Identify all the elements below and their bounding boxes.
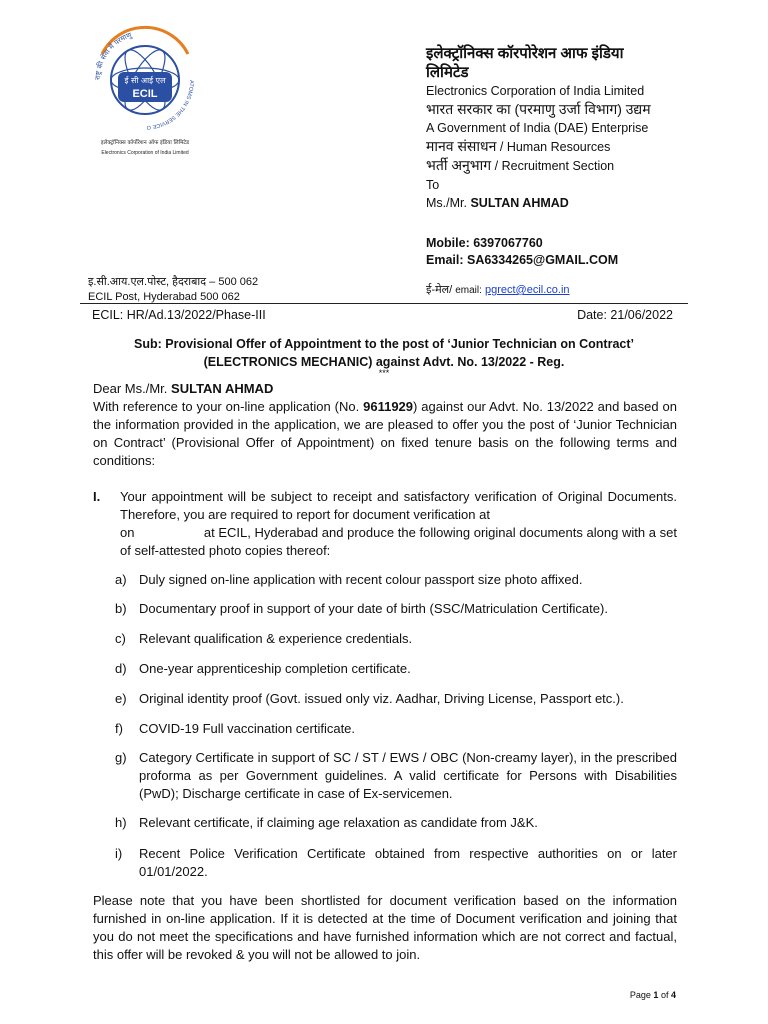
list-item-letter: d): [115, 661, 127, 676]
closing-note: Please note that you have been shortlisted for document verification based on the information furnished in on-line application. If it is detected at the time of Document verification and joining that you do not meet the specifications and have furnished information which are not correct and factual, this offer will be revoked & you will not be allowed to join.: [93, 893, 677, 962]
list-item-text: Category Certificate in support of SC / ST / EWS / OBC (Non-creamy layer), in the prescribed proforma as per Government guidelines. A valid certificate for Persons with Disabilities (PwD); Discharge certificate in case of Ex-servicemen.: [139, 750, 677, 801]
list-item-letter: a): [115, 572, 127, 587]
recipient-email: Email: SA6334265@GMAIL.COM: [426, 253, 619, 267]
recipient-mobile: Mobile: 6397067760: [426, 236, 543, 250]
page-prefix: Page: [629, 990, 651, 1000]
ecil-logo: [58, 14, 228, 166]
list-item-letter: h): [115, 815, 127, 830]
ecil-emblem-icon: [58, 14, 228, 166]
reference-number: ECIL: HR/Ad.13/2022/Phase-III: [92, 308, 266, 322]
term-number: I.: [93, 489, 101, 504]
subject-stars: ***: [378, 368, 390, 378]
list-item-text: Documentary proof in support of your date of birth (SSC/Matriculation Certificate).: [139, 601, 608, 616]
list-item-letter: i): [115, 846, 123, 861]
list-item-letter: b): [115, 601, 127, 616]
list-item: [115, 630, 677, 648]
subject: [80, 335, 688, 371]
org-gov-hindi: भारत सरकार का (परमाणु उर्जा विभाग) उद्यम: [426, 101, 651, 117]
logo-side-text: ATOMS IN THE SERVICE O: [146, 79, 195, 131]
letter-body: [93, 380, 677, 470]
recipient-salutation: Ms./Mr.: [426, 196, 467, 210]
logo-arc-text: राष्ट्र की सेवा में परमाणु: [93, 31, 133, 81]
greeting-prefix: Dear Ms./Mr.: [93, 381, 168, 396]
body-part1: With reference to your on-line application (No.: [93, 399, 360, 414]
page-number: [630, 990, 676, 1000]
org-hr-hindi: मानव संसाधन: [426, 138, 497, 154]
subject-line2: (ELECTRONICS MECHANIC) against Advt. No. 13/2022 - Reg.: [203, 355, 565, 369]
list-item-text: One-year apprenticeship completion certificate.: [139, 661, 411, 676]
list-item-letter: e): [115, 691, 127, 706]
logo-abbr: ECIL: [132, 88, 158, 100]
recipient-contact: [426, 235, 618, 269]
list-item: [115, 660, 677, 678]
list-item: [115, 690, 677, 708]
list-item-text: Original identity proof (Govt. issued only viz. Aadhar, Driving License, Passport etc.).: [139, 691, 624, 706]
application-number: 9611929: [363, 399, 414, 414]
logo-hindi-abbr: ई सी आई एल: [124, 76, 166, 85]
list-item: [115, 720, 677, 738]
org-hr-english: / Human Resources: [499, 140, 611, 154]
list-item-letter: g): [115, 750, 127, 765]
org-gov-english: A Government of India (DAE) Enterprise: [426, 121, 649, 135]
list-item-text: Recent Police Verification Certificate obtained from respective authorities on or later 01/01/2022.: [139, 846, 677, 879]
list-item-letter: f): [115, 721, 123, 736]
org-hindi-name-line2: लिमिटेड: [426, 64, 469, 81]
email-label: email:: [455, 285, 482, 296]
greeting-name: SULTAN AHMAD: [171, 381, 274, 396]
org-rs-english: / Recruitment Section: [494, 159, 615, 173]
logo-english-name: Electronics Corporation of India Limited: [101, 150, 189, 156]
list-item-text: Relevant qualification & experience credentials.: [139, 631, 413, 646]
list-item: [115, 600, 677, 618]
page-current: 1: [653, 990, 659, 1000]
list-item: [115, 814, 677, 832]
address-english: ECIL Post, Hyderabad 500 062: [88, 291, 240, 303]
org-english-name: Electronics Corporation of India Limited: [426, 84, 645, 98]
page-of: of: [660, 990, 669, 1000]
office-address: [88, 275, 258, 305]
recipient-name: SULTAN AHMAD: [470, 196, 569, 210]
org-header: [426, 44, 756, 175]
to-label: To: [426, 178, 440, 192]
term-line2: on at ECIL, Hyderabad and produce the following original documents along with a set of self-attested photo copies thereof:: [120, 525, 681, 558]
org-hindi-name-line1: इलेक्ट्रॉनिक्स कॉरपोरेशन आफ इंडिया: [426, 45, 624, 62]
email-hindi-label: ई-मेल/: [426, 284, 453, 296]
page-total: 4: [670, 990, 676, 1000]
subject-line1: Sub: Provisional Offer of Appointment to the post of ‘Junior Technician on Contract’: [134, 337, 634, 351]
list-item-text: Duly signed on-line application with recent colour passport size photo affixed.: [139, 572, 583, 587]
logo-hindi-name: इलेक्ट्रॉनिक्स कॉर्पोरेशन ऑफ इंडिया लिमिटेड: [100, 140, 190, 146]
list-item-text: Relevant certificate, if claiming age relaxation as candidate from J&K.: [139, 815, 538, 830]
office-email: [426, 282, 570, 297]
list-item: [115, 845, 677, 881]
address-hindi: इ.सी.आय.एल.पोस्ट, हैदराबाद – 500 062: [88, 276, 259, 288]
recipient-block: [426, 176, 569, 212]
list-item-letter: c): [115, 631, 126, 646]
letter-date: Date: 21/06/2022: [577, 308, 673, 322]
org-rs-hindi: भर्ती अनुभाग: [426, 157, 492, 173]
email-link[interactable]: pgrect@ecil.co.in: [484, 284, 570, 296]
list-item: [115, 571, 677, 589]
body-part2: ) against our Advt. No. 13/2022 and based on the information provided in the application, we are pleased to offer you the post of ‘Junior Technician on Contract’ (Provisional Offer of Appointment) on fixed tenure basis on the following terms and conditions:: [93, 399, 677, 468]
list-item-text: COVID-19 Full vaccination certificate.: [139, 721, 356, 736]
header-divider: [80, 303, 688, 304]
term-line1: Your appointment will be subject to receipt and satisfactory verification of Original Documents. Therefore, you are required to report for document verification at: [120, 489, 677, 522]
list-item: [115, 749, 677, 803]
term-item-1: [93, 488, 681, 560]
